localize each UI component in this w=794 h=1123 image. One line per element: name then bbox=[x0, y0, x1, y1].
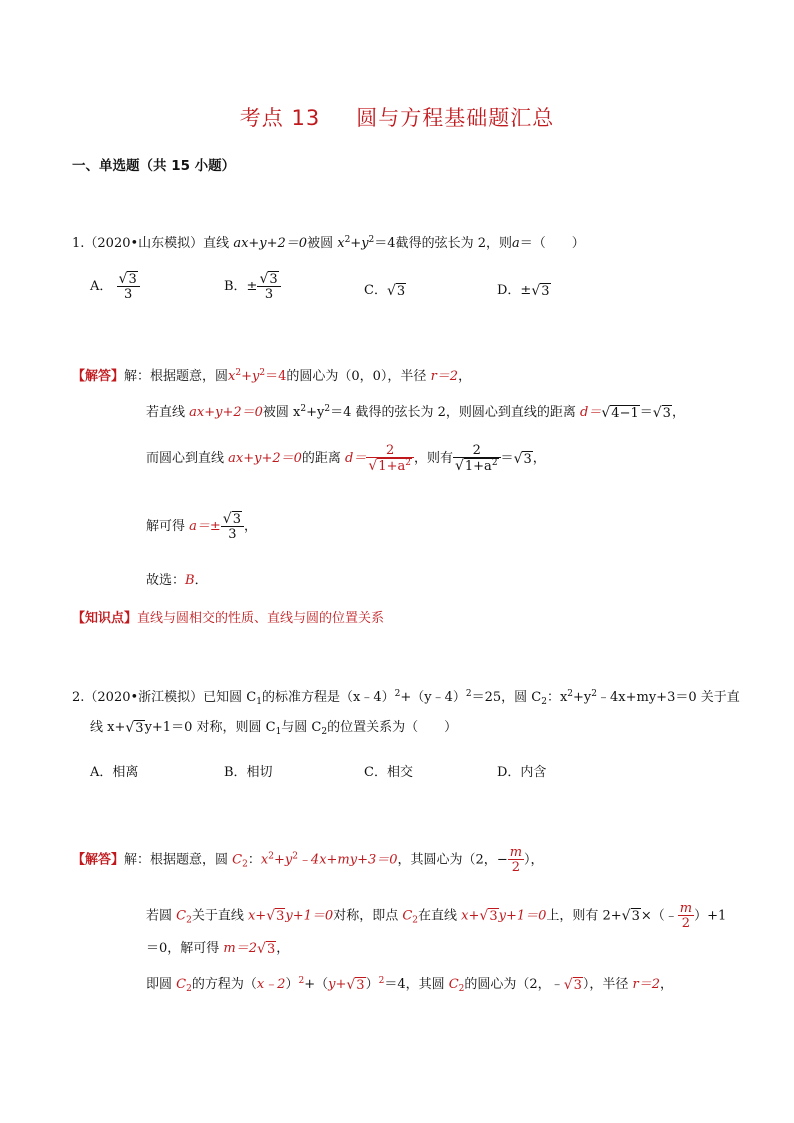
answer-2-line-1: 【解答】解：根据题意，圆 $C_2$：$x^2+y^2﹣4x+my+3=0$，其圆心为（2，− $\frac{m}{2}$ ）， bbox=[72, 845, 544, 875]
answer-equation: x bbox=[260, 852, 269, 868]
answer-2-line-2: 若圆 $C_2$关于直线 x+√3y+1＝0对称，即点 $C_2$在直线 x+√3y+1＝0上，则有 2+√3×（﹣ $\frac{m}{2}$ ）+1 bbox=[146, 901, 727, 931]
answer-text: ＝ bbox=[639, 405, 653, 420]
answer-text: ， bbox=[458, 369, 472, 384]
section-heading: 一、单选题（共 15 小题） bbox=[72, 158, 236, 174]
answer-equation: C bbox=[232, 852, 243, 868]
q1-text: ＝（ ） bbox=[519, 236, 585, 251]
title-text: 圆与方程基础题汇总 bbox=[356, 106, 555, 130]
answer-text: ＝ bbox=[500, 451, 514, 466]
q1-text: 被圆 bbox=[307, 236, 338, 251]
answer-equation: y+1＝0 bbox=[285, 908, 334, 924]
q2-text: ＝25，圆 C bbox=[471, 690, 542, 705]
answer-choice: B bbox=[185, 573, 195, 588]
answer-text: 解：根据题意，圆 bbox=[124, 852, 233, 868]
answer-1-line-5 bbox=[146, 569, 208, 588]
q1-equation: +y bbox=[350, 236, 369, 251]
answer-text: 故选： bbox=[146, 573, 186, 588]
option-label: B．± bbox=[224, 279, 258, 294]
denominator: 3 bbox=[117, 286, 140, 301]
answer-text: ， bbox=[276, 941, 290, 956]
answer-equation: x﹣2 bbox=[256, 977, 286, 992]
answer-1-line-4 bbox=[146, 512, 257, 541]
option-c[interactable]: C．相交 bbox=[364, 765, 413, 780]
answer-text: ，则有 bbox=[413, 451, 453, 466]
q2-text: 与圆 C bbox=[281, 720, 322, 735]
radicand: 3 bbox=[396, 283, 406, 299]
numerator: m bbox=[509, 845, 523, 860]
answer-tag: 【解答】 bbox=[72, 369, 125, 384]
radicand: 3 bbox=[266, 941, 276, 957]
answer-text: +（ bbox=[304, 977, 329, 992]
answer-equation: r＝2 bbox=[430, 369, 459, 384]
question-number: 1. bbox=[72, 236, 85, 251]
fraction: $\frac{m}{2}$ bbox=[679, 901, 693, 931]
answer-text: ）+1 bbox=[694, 908, 727, 924]
answer-text: ， bbox=[532, 451, 546, 466]
answer-text: ，其圆心为（2， bbox=[397, 852, 497, 868]
answer-text: 关于直线 bbox=[191, 908, 248, 924]
fraction: $\frac{m}{2}$ bbox=[509, 845, 523, 875]
answer-equation: d＝ bbox=[580, 405, 602, 420]
q2-text: ：x bbox=[546, 690, 568, 705]
question-2-line-2: 线 x+√3y+1＝0 对称，则圆 $C_1$与圆 $C_2$的位置关系为（ ） bbox=[90, 719, 458, 737]
knowledge-point-1 bbox=[72, 607, 384, 626]
answer-equation: +y bbox=[273, 852, 293, 868]
answer-text: ），半径 bbox=[582, 977, 633, 992]
fraction: $\frac{√3}{3}$ bbox=[117, 272, 140, 301]
answer-equation: x+ bbox=[461, 908, 480, 924]
answer-text: 上，则有 2+ bbox=[546, 908, 622, 924]
radicand: 3 bbox=[523, 451, 532, 467]
radicand: 1+a bbox=[378, 459, 406, 474]
radicand: 3 bbox=[662, 405, 671, 421]
answer-2-line-3: ＝0，解可得 m＝2√3， bbox=[146, 940, 290, 957]
option-b[interactable] bbox=[224, 272, 281, 301]
q2-text: ﹣4x+my+3＝0 关于直 bbox=[597, 690, 740, 705]
answer-text: ）， bbox=[524, 852, 544, 868]
radicand: 1+a bbox=[464, 459, 492, 474]
answer-text: ： bbox=[247, 852, 261, 868]
q1-text: 直线 bbox=[203, 236, 234, 251]
answer-text: 的圆心为（0，0），半径 bbox=[286, 369, 431, 384]
answer-equation: +y bbox=[241, 369, 260, 384]
question-source: （2020•山东模拟） bbox=[84, 236, 204, 251]
answer-equation: d＝ bbox=[345, 451, 367, 466]
answer-text: ， bbox=[244, 519, 258, 534]
radicand: 3 bbox=[631, 909, 640, 924]
denominator: 3 bbox=[221, 526, 244, 541]
answer-2-line-4: 即圆 $C_2$的方程为$(x﹣2)^2+(y+√3)^2=4$，其圆 $C_2$的圆心为（2，﹣√3），半径 r＝2， bbox=[146, 976, 674, 994]
q2-text: 已知圆 C bbox=[203, 690, 257, 705]
answer-equation: m＝2 bbox=[223, 941, 258, 956]
answer-text: 若直线 bbox=[146, 405, 190, 420]
radicand: 3 bbox=[135, 720, 144, 736]
answer-text: +y bbox=[306, 405, 325, 420]
q1-equation: ax+y+2＝0 bbox=[233, 236, 308, 251]
answer-text: 被圆 x bbox=[262, 405, 301, 420]
answer-text: 若圆 bbox=[146, 908, 177, 924]
q2-text: 的位置关系为（ ） bbox=[327, 720, 458, 735]
q2-text: 线 x+ bbox=[90, 720, 126, 735]
q2-text: +（y﹣4） bbox=[400, 690, 466, 705]
radicand: 3 bbox=[541, 283, 550, 299]
fraction: $\frac{√3}{3}$ bbox=[221, 512, 244, 541]
numerator: m bbox=[679, 901, 693, 916]
answer-1-line-1: 【解答】解：根据题意，圆$x^2+y^2=4$的圆心为（0，0），半径 r＝2， bbox=[72, 368, 472, 384]
answer-tag: 【解答】 bbox=[72, 852, 125, 868]
option-c[interactable]: C．√3 bbox=[364, 282, 406, 299]
answer-1-line-2: 若直线 ax+y+2＝0被圆 $x^2+y^2=4$ 截得的弦长为 2，则圆心到直线的距离 d＝√4−1＝√3， bbox=[146, 404, 685, 421]
q1-variable: a bbox=[511, 236, 520, 251]
answer-equation: x+ bbox=[247, 908, 267, 924]
option-a[interactable]: A．相离 bbox=[90, 765, 139, 780]
answer-text: ＝4，其圆 bbox=[384, 977, 449, 992]
page-title bbox=[0, 102, 794, 132]
answer-text: 即圆 bbox=[146, 977, 177, 992]
fraction: $\frac{2}{√1+a^2}$ bbox=[453, 444, 501, 473]
answer-text: ） bbox=[365, 977, 379, 992]
answer-equation: C bbox=[176, 908, 187, 924]
radicand: 3 bbox=[276, 909, 285, 924]
question-source: （2020•浙江模拟） bbox=[84, 690, 204, 705]
answer-text: 在直线 bbox=[418, 908, 462, 924]
answer-equation: ax+y+2＝0 bbox=[189, 405, 263, 420]
numerator: 2 bbox=[386, 443, 395, 458]
radicand: 3 bbox=[356, 977, 365, 993]
numerator: 2 bbox=[472, 443, 481, 458]
option-label: C． bbox=[364, 283, 387, 298]
radicand: 3 bbox=[489, 909, 498, 924]
answer-text: ， bbox=[660, 977, 674, 992]
fraction: $\frac{√3}{3}$ bbox=[257, 272, 280, 301]
option-label: D．± bbox=[497, 283, 532, 298]
title-number: 考点 13 bbox=[239, 106, 321, 130]
radicand: 4−1 bbox=[611, 405, 639, 421]
answer-text: ） bbox=[285, 977, 299, 992]
q1-equation: ＝4 bbox=[374, 236, 396, 251]
radicand: 3 bbox=[128, 272, 137, 287]
answer-equation: y+1＝0 bbox=[498, 908, 547, 924]
answer-text: ． bbox=[194, 573, 208, 588]
answer-text: 而圆心到直线 bbox=[146, 451, 229, 466]
option-b[interactable]: B．相切 bbox=[224, 765, 273, 780]
option-d[interactable]: D．±√3 bbox=[497, 282, 550, 299]
answer-1-line-3: 而圆心到直线 ax+y+2＝0的距离 d＝ $\frac{2}{√1+a^2}$ ，则有 $\frac{2}{√1+a^2}$ ＝√3， bbox=[146, 443, 546, 474]
answer-equation: y+ bbox=[328, 977, 347, 992]
answer-equation: ﹣4x+my+3＝0 bbox=[297, 852, 398, 868]
answer-equation: ax+y+2＝0 bbox=[228, 451, 302, 466]
answer-equation: x bbox=[228, 369, 236, 384]
option-label: A． bbox=[90, 279, 113, 294]
answer-text: 解可得 bbox=[146, 519, 190, 534]
radicand: 3 bbox=[269, 272, 278, 287]
answer-equation: C bbox=[402, 908, 413, 924]
answer-equation: C bbox=[448, 977, 459, 992]
q2-text: 的标准方程是（x﹣4） bbox=[262, 690, 395, 705]
question-2: 2.（2020•浙江模拟）已知圆 $C_1$的标准方程是（x﹣4）$^2$+（y﹣4）$^2$＝25，圆 $C_2$：$x^2+y^2﹣4x+my+3=0$ 关于直 bbox=[72, 689, 740, 707]
question-number: 2. bbox=[72, 690, 85, 705]
radicand: 3 bbox=[232, 512, 241, 527]
answer-text: 解：根据题意，圆 bbox=[124, 369, 229, 384]
q2-text: +y bbox=[573, 690, 592, 705]
answer-text: 对称，即点 bbox=[333, 908, 403, 924]
radicand: 3 bbox=[573, 977, 582, 993]
option-d[interactable]: D．内含 bbox=[497, 765, 547, 780]
q1-text: 截得的弦长为 2，则 bbox=[395, 236, 512, 251]
q2-text: y+1＝0 对称，则圆 C bbox=[144, 720, 276, 735]
answer-equation: r＝2 bbox=[632, 977, 661, 992]
knowledge-text: 直线与圆相交的性质、直线与圆的位置关系 bbox=[137, 611, 385, 626]
fraction: $\frac{2}{√1+a^2}$ bbox=[366, 444, 414, 473]
answer-text: ＝4 截得的弦长为 2，则圆心到直线的距离 bbox=[330, 405, 581, 420]
answer-text: ×（﹣ bbox=[640, 908, 678, 924]
answer-equation: ＝4 bbox=[265, 369, 287, 384]
answer-text: 的圆心为（2，﹣ bbox=[464, 977, 564, 992]
answer-equation: a＝± bbox=[189, 519, 221, 534]
option-a[interactable] bbox=[90, 272, 140, 301]
answer-text: 的距离 bbox=[301, 451, 346, 466]
denominator: 3 bbox=[257, 286, 280, 301]
answer-text: ＝0，解可得 bbox=[146, 941, 224, 956]
answer-equation: C bbox=[176, 977, 187, 992]
knowledge-tag: 【知识点】 bbox=[72, 611, 138, 626]
answer-text: 的方程为（ bbox=[191, 977, 257, 992]
question-1: 1.（2020•山东模拟）直线 ax+y+2＝0被圆 $x^2+y^2=4$截得的弦长为 2，则a＝（ ） bbox=[72, 235, 585, 251]
q1-equation: x bbox=[337, 236, 345, 251]
